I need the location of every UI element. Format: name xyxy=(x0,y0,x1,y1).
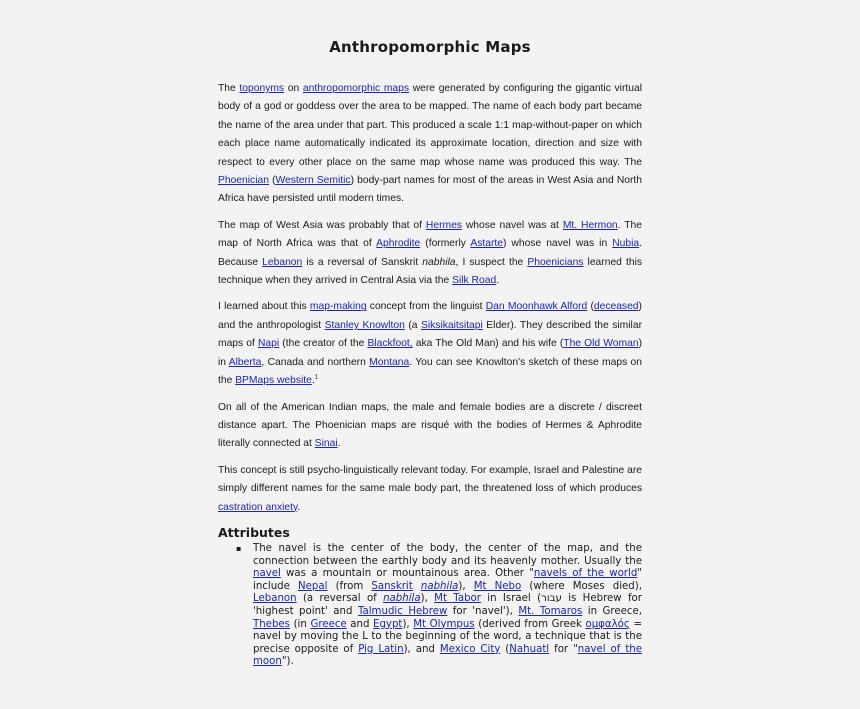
link-mt-nebo[interactable]: Mt Nebo xyxy=(473,580,522,592)
attributes-heading: Attributes xyxy=(218,525,290,540)
link-deceased[interactable]: deceased xyxy=(593,301,639,313)
paragraph-3 xyxy=(218,298,642,390)
link-thebes[interactable]: Thebes xyxy=(253,618,290,630)
text: (in xyxy=(290,618,311,630)
text: . xyxy=(337,438,341,450)
text: for 'navel'), xyxy=(447,605,519,617)
text: ( xyxy=(500,643,510,655)
text: The xyxy=(218,83,240,94)
text: whose navel was at xyxy=(461,219,563,231)
text: . The map of North Africa was that of xyxy=(218,219,642,250)
paragraph-4 xyxy=(218,399,642,454)
link-mt-olympus[interactable]: Mt Olympus xyxy=(413,618,475,630)
page-title: Anthropomorphic Maps xyxy=(329,38,531,56)
text: , I suspect the xyxy=(455,256,528,268)
text: "). xyxy=(281,656,294,668)
link-nepal[interactable]: Nepal xyxy=(298,580,328,592)
text: " include xyxy=(253,568,642,592)
text: ), xyxy=(402,618,414,630)
link-talmudic-hebrew[interactable]: Talmudic Hebrew xyxy=(357,605,448,617)
footnote-marker[interactable]: 1 xyxy=(314,374,319,381)
link-stanley-knowlton[interactable]: Stanley Knowlton xyxy=(324,319,405,331)
link-blackfoot[interactable]: Blackfoot, xyxy=(367,338,413,350)
text: The navel is the center of the body, the center of the map, and the connection between the earthly body and its heavenly mother. Usually the xyxy=(253,543,642,567)
link-astarte[interactable]: Astarte xyxy=(470,238,503,250)
link-aphrodite[interactable]: Aphrodite xyxy=(376,238,421,250)
link-anthropomorphic-maps[interactable]: anthropomorphic maps xyxy=(302,83,410,94)
text: were generated by configuring the gigantic virtual body of a god or goddess over the area to be mapped. The name of each body part became the name of the area under that part. This produced a scale 1:1 map-without-paper on which each place name automatically indicated its approximate location, direction and size with respect to every other place on the same map whose name was produced this way. The xyxy=(218,83,642,168)
link-omphalos[interactable]: ομφαλός xyxy=(585,618,630,630)
text: ), and xyxy=(403,643,440,655)
paragraph-1 xyxy=(218,80,642,209)
text: Elder). They described the similar maps of xyxy=(218,319,642,350)
list-item xyxy=(218,543,642,669)
text: ) whose navel was in xyxy=(502,238,613,250)
link-greece[interactable]: Greece xyxy=(310,618,347,630)
link-castration-anxiety[interactable]: castration anxiety xyxy=(218,501,298,513)
link-toponyms[interactable]: toponyms xyxy=(239,83,285,94)
link-map-making[interactable]: map-making xyxy=(309,301,367,313)
text: ) and the anthropologist xyxy=(218,301,642,331)
text: . You can see Knowlton's sketch of these maps on the xyxy=(218,356,642,387)
paragraph-2 xyxy=(218,217,642,291)
link-lebanon-2[interactable]: Lebanon xyxy=(253,593,297,605)
link-egypt[interactable]: Egypt xyxy=(373,618,403,630)
link-dan-moonhawk-alford[interactable]: Dan Moonhawk Alford xyxy=(485,301,588,313)
link-mt-tabor[interactable]: Mt Tabor xyxy=(434,593,481,605)
text: in Israel (עבור is Hebrew for 'highest point' and xyxy=(253,593,642,617)
text: ) in xyxy=(218,338,642,368)
link-the-old-woman[interactable]: The Old Woman xyxy=(563,338,639,350)
text: ) body-part names for most of the areas in West Asia and North Africa have persisted until modern times. xyxy=(218,175,642,205)
text: (formerly xyxy=(420,238,471,250)
text: for " xyxy=(549,643,578,655)
link-navel[interactable]: navel xyxy=(253,568,281,580)
link-phoenicians[interactable]: Phoenicians xyxy=(527,256,584,268)
text: (a xyxy=(404,319,421,331)
text: . Because xyxy=(218,238,642,268)
text: learned this technique when they arrived in Central Asia via the xyxy=(218,256,642,287)
text: . xyxy=(311,375,315,387)
text-emphasis: nabhila xyxy=(422,256,456,268)
bullet-icon: ▪ xyxy=(236,544,242,553)
text: = navel by moving the L to the beginning of the word, a technique that is the precise opposite of xyxy=(253,618,642,655)
text: was a mountain or mountainous area. Other " xyxy=(280,568,534,580)
text: on xyxy=(284,83,303,94)
text: ), xyxy=(458,580,474,592)
text: , Canada and northern xyxy=(261,356,370,368)
text: (where Moses died), xyxy=(521,580,642,592)
link-sanskrit[interactable]: Sanskrit xyxy=(371,580,413,592)
link-hermes[interactable]: Hermes xyxy=(425,219,462,231)
text: is a reversal of Sanskrit xyxy=(302,256,423,268)
link-nabhila[interactable]: nabhila xyxy=(420,580,459,592)
text: The map of West Asia was probably that of xyxy=(218,219,426,231)
text xyxy=(413,581,421,592)
text: (the creator of the xyxy=(279,338,368,350)
text: aka The Old Man) and his wife ( xyxy=(412,338,564,350)
link-pig-latin[interactable]: Pig Latin xyxy=(358,643,404,655)
attributes-list xyxy=(218,543,642,669)
link-montana[interactable]: Montana xyxy=(369,356,410,368)
text: ), xyxy=(420,593,435,605)
link-nabhila-2[interactable]: nabhila xyxy=(383,593,421,605)
text: (a reversal of xyxy=(296,593,384,605)
link-mexico-city[interactable]: Mexico City xyxy=(439,643,501,655)
link-silk-road[interactable]: Silk Road xyxy=(452,275,497,287)
text: On all of the American Indian maps, the male and female bodies are a discrete / discreet distance apart. The Phoenician maps are risqué with the bodies of Hermes & Aphrodite literally connected at xyxy=(218,401,642,450)
text: in Greece, xyxy=(582,605,643,617)
link-western-semitic[interactable]: Western Semitic xyxy=(275,175,351,187)
text: (from xyxy=(327,580,372,592)
text: . xyxy=(496,275,500,287)
link-navels-of-the-world[interactable]: navels of the world xyxy=(533,568,638,580)
link-mt-tomaros[interactable]: Mt. Tomaros xyxy=(518,605,583,617)
link-nubia[interactable]: Nubia xyxy=(612,238,640,250)
link-sinai[interactable]: Sinai xyxy=(314,438,338,450)
link-nahuatl[interactable]: Nahuatl xyxy=(509,643,550,655)
article-body xyxy=(218,80,642,525)
text: ( xyxy=(268,175,276,187)
link-navel-of-the-moon[interactable]: navel of the moon xyxy=(253,643,643,668)
link-mt-hermon[interactable]: Mt. Hermon xyxy=(562,219,618,231)
text: This concept is still psycho-linguistically relevant today. For example, Israel and Palestine are simply different names for the same male body part, the threatened loss of which produces xyxy=(218,464,642,495)
paragraph-5 xyxy=(218,462,642,517)
text: and xyxy=(346,618,374,630)
link-napi[interactable]: Napi xyxy=(258,338,280,350)
link-bpmaps-website[interactable]: BPMaps website xyxy=(235,375,312,387)
text: . xyxy=(297,501,301,513)
text: I learned about this xyxy=(218,301,310,313)
text: (derived from Greek xyxy=(474,618,586,630)
link-siksikaitsitapi[interactable]: Siksikaitsitapi xyxy=(421,319,483,331)
link-alberta[interactable]: Alberta xyxy=(228,356,262,368)
text: ( xyxy=(587,301,594,313)
link-lebanon[interactable]: Lebanon xyxy=(262,256,303,268)
link-phoenician[interactable]: Phoenician xyxy=(218,175,269,187)
text: concept from the linguist xyxy=(366,301,486,313)
